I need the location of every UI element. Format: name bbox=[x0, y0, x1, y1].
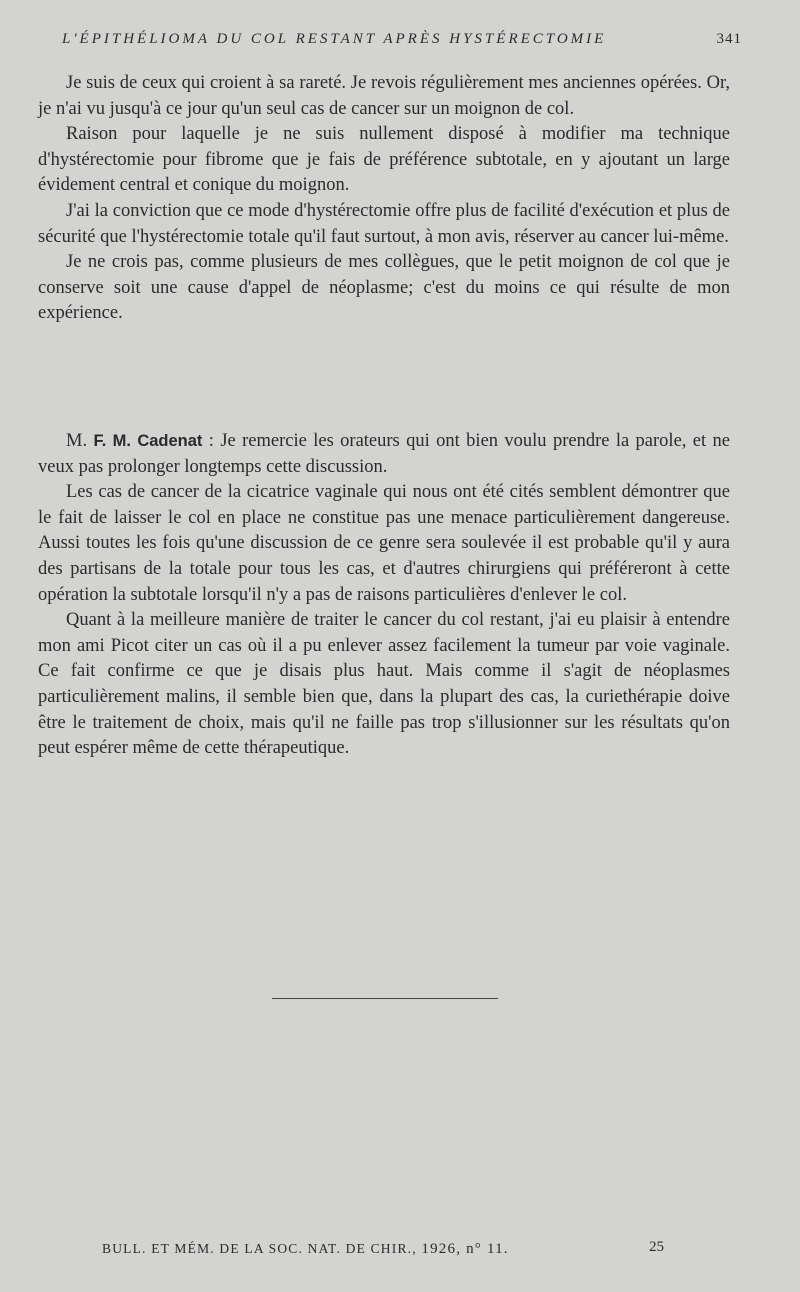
body-text-section-1 bbox=[38, 71, 730, 327]
citation-journal: BULL. ET MÉM. DE LA SOC. NAT. DE CHIR., bbox=[102, 1241, 422, 1256]
citation-issue: n° 11. bbox=[466, 1241, 509, 1257]
speaker-paragraph bbox=[38, 429, 730, 480]
citation-year: 1926, bbox=[421, 1241, 467, 1257]
body-text-section-2 bbox=[38, 429, 730, 762]
paragraph: Les cas de cancer de la cicatrice vaginale qui nous ont été cités semblent démontrer que le fait de laisser le col en place ne constitue pas une menace particulièrement dangereuse. Aussi toutes les fois qu'une discussion de ce genre sera soulevée il est probable qu'il y aura des partisans de la totale pour tous les cas, et d'autres chirurgiens qui préféreront à cette opération la subtotale lorsqu'il n'y a pas de raisons particulières d'enlever le col. bbox=[38, 482, 730, 605]
paragraph: J'ai la conviction que ce mode d'hystérectomie offre plus de facilité d'exécution et plus de sécurité que l'hystérectomie totale qu'il faut surtout, à mon avis, réserver au cancer lui-même. bbox=[38, 200, 730, 247]
paragraph: Raison pour laquelle je ne suis nullement disposé à modifier ma technique d'hystérectomie pour fibrome que je fais de préférence subtotale, en y ajoutant un large évidement central et conique du moignon. bbox=[38, 124, 730, 196]
paragraph: Quant à la meilleure manière de traiter le cancer du col restant, j'ai eu plaisir à entendre mon ami Picot citer un cas où il a pu enlever assez facilement la tumeur par voie vaginale. Ce fait confirme ce que je disais plus haut. Mais comme il s'agit de néoplasmes particulièrement malins, il semble bien que, dans la plupart des cas, la curiethérapie doive être le traitement de choix, mais qu'il ne faille pas trop s'illusionner sur les résultats qu'on peut espérer même de cette thérapeutique. bbox=[38, 610, 730, 759]
speaker-prefix: M. bbox=[66, 431, 94, 451]
footer-citation bbox=[102, 1241, 662, 1258]
end-rule bbox=[272, 998, 498, 999]
speaker-name: F. M. Cadenat bbox=[93, 432, 203, 450]
paragraph: Je suis de ceux qui croient à sa rareté. Je revois régulièrement mes anciennes opérées. Or, je n'ai vu jusqu'à ce jour qu'un seul cas de cancer sur un moignon de col. bbox=[38, 73, 730, 119]
page-number: 341 bbox=[716, 31, 742, 47]
running-header bbox=[62, 31, 742, 55]
running-title: L'ÉPITHÉLIOMA DU COL RESTANT APRÈS HYSTÉRECTOMIE bbox=[62, 31, 607, 47]
speaker-intro: : Je remercie les orateurs qui ont bien voulu prendre la parole, et ne veux pas prolonger longtemps cette discussion. bbox=[38, 431, 730, 477]
sheet-signature: 25 bbox=[649, 1239, 664, 1255]
paragraph: Je ne crois pas, comme plusieurs de mes collègues, que le petit moignon de col que je conserve soit une cause d'appel de néoplasme; c'est du moins ce qui résulte de mon expérience. bbox=[38, 252, 730, 324]
